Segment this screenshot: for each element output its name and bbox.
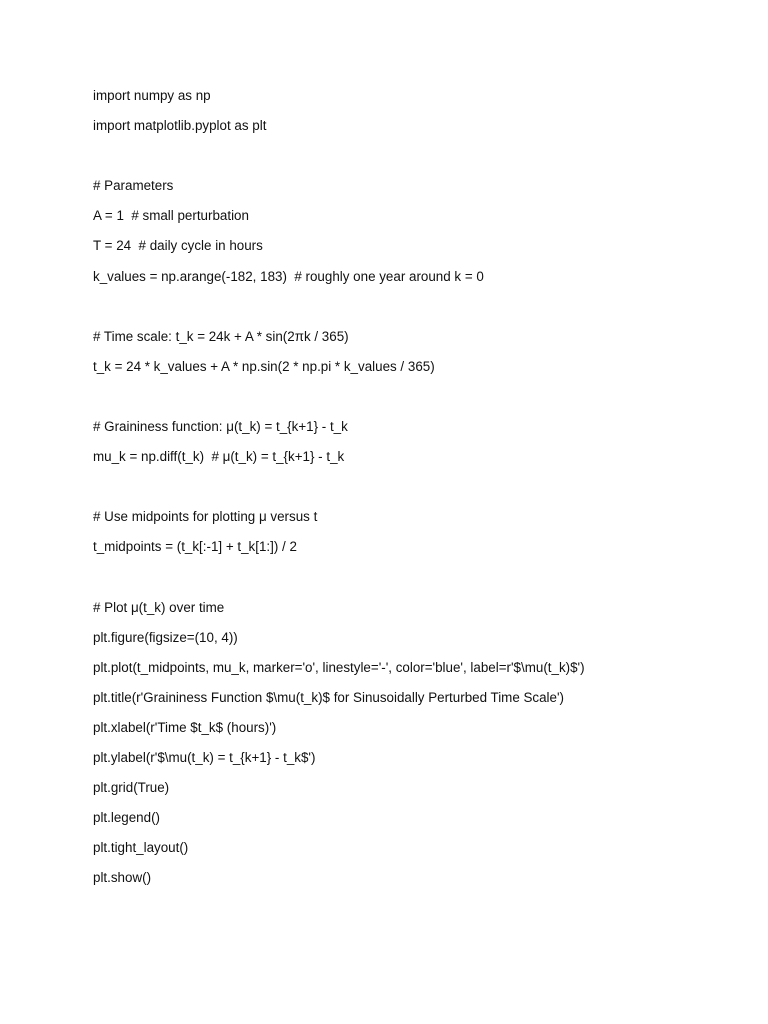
code-comment: # Graininess function: μ(t_k) = t_{k+1} - t_k — [93, 419, 348, 435]
code-line: t_midpoints = (t_k[:-1] + t_k[1:]) / 2 — [93, 539, 297, 555]
blank-line — [93, 387, 733, 407]
code-line: A = 1 # small perturbation — [93, 208, 249, 224]
code-line: import matplotlib.pyplot as plt — [93, 118, 267, 134]
blank-line — [93, 477, 733, 497]
code-comment: # Time scale: t_k = 24k + A * sin(2πk / 365) — [93, 328, 349, 344]
code-listing — [93, 86, 733, 899]
code-line: plt.figure(figsize=(10, 4)) — [93, 629, 238, 645]
code-line: plt.grid(True) — [93, 780, 170, 796]
code-line: plt.legend() — [93, 810, 160, 826]
code-line: plt.xlabel(r'Time $t_k$ (hours)') — [93, 719, 277, 735]
code-line: plt.title(r'Graininess Function $\mu(t_k)$ for Sinusoidally Perturbed Time Scale') — [93, 689, 564, 705]
code-line: T = 24 # daily cycle in hours — [93, 238, 263, 254]
code-comment: # Plot μ(t_k) over time — [93, 599, 225, 615]
code-line: plt.ylabel(r'$\mu(t_k) = t_{k+1} - t_k$') — [93, 750, 316, 766]
code-line: t_k = 24 * k_values + A * np.sin(2 * np.pi * k_values / 365) — [93, 358, 435, 374]
code-line: mu_k = np.diff(t_k) # μ(t_k) = t_{k+1} - t_k — [93, 449, 345, 465]
code-line: plt.tight_layout() — [93, 840, 189, 856]
blank-line — [93, 146, 733, 166]
code-comment: # Use midpoints for plotting μ versus t — [93, 509, 318, 525]
blank-line — [93, 568, 733, 588]
code-line: import numpy as np — [93, 88, 211, 103]
code-line: plt.plot(t_midpoints, mu_k, marker='o', linestyle='-', color='blue', label=r'$\mu(t_k)$') — [93, 659, 585, 675]
blank-line — [93, 297, 733, 317]
code-comment: # Parameters — [93, 178, 174, 194]
code-line: plt.show() — [93, 870, 152, 886]
code-line: k_values = np.arange(-182, 183) # roughly one year around k = 0 — [93, 268, 484, 284]
